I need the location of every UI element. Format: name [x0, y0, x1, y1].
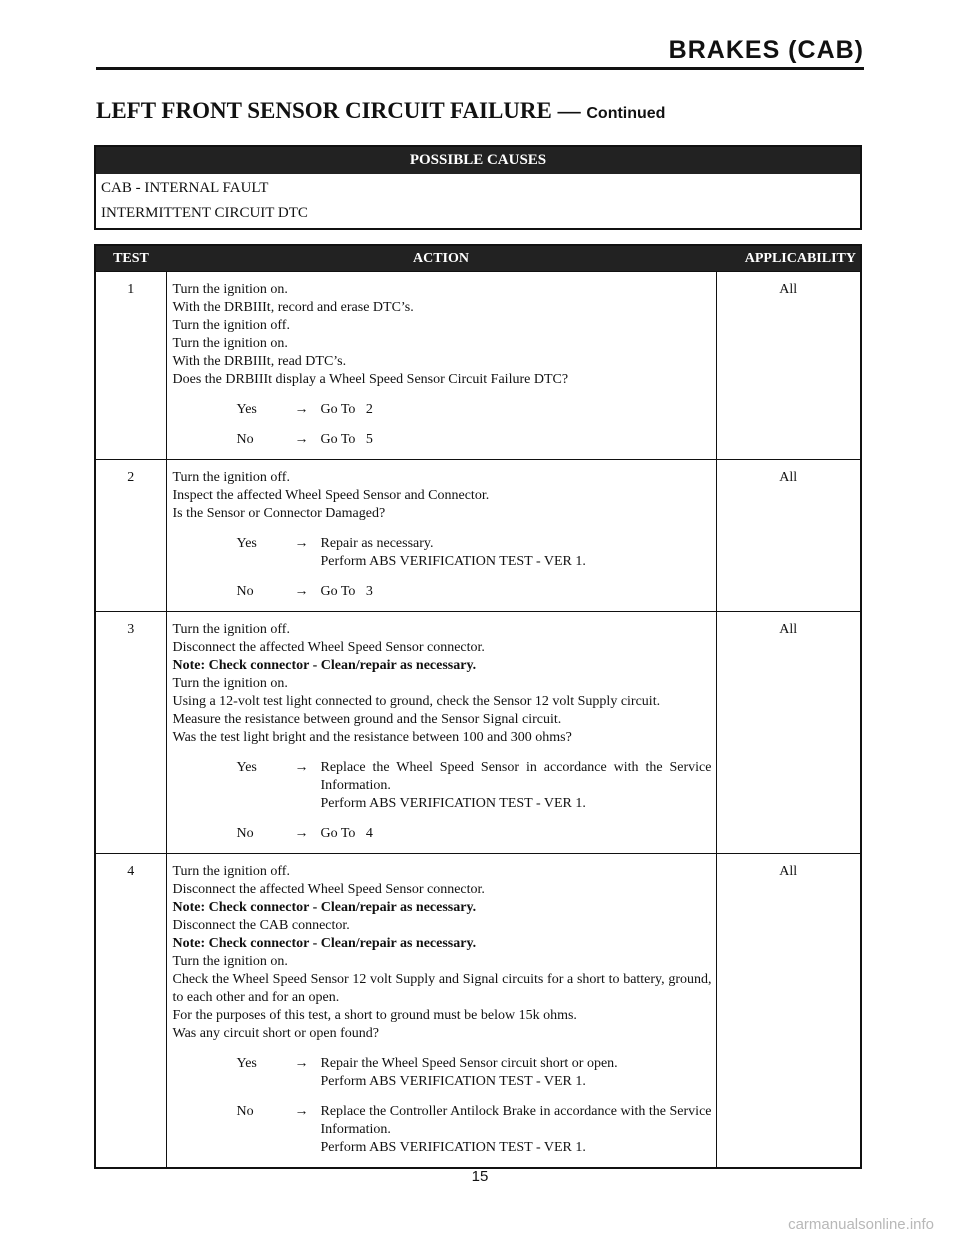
- section-title: BRAKES (CAB): [668, 36, 864, 64]
- table-row: [95, 854, 861, 1169]
- action-step: Measure the resistance between ground and the Sensor Signal circuit.: [172, 712, 562, 727]
- answer-branch: [173, 759, 715, 813]
- test-action: [166, 272, 716, 460]
- answer-key: No: [236, 584, 254, 599]
- answer-text: [320, 759, 715, 813]
- answer-line: Replace the Wheel Speed Sensor in accordance with the Service Information.: [320, 760, 715, 793]
- answer-line: Perform ABS VERIFICATION TEST - VER 1.: [320, 796, 586, 811]
- answer-line: Perform ABS VERIFICATION TEST - VER 1.: [320, 1074, 586, 1089]
- answer-branch: [173, 1103, 715, 1157]
- header-action: ACTION: [166, 245, 716, 272]
- test-applicability: All: [716, 854, 861, 1169]
- answer-text: [321, 431, 712, 449]
- possible-cause-item: CAB - INTERNAL FAULT: [101, 180, 269, 196]
- test-table-header: [95, 245, 861, 272]
- answer-line: Repair as necessary.: [320, 536, 434, 551]
- action-step: Turn the ignition off.: [172, 622, 290, 637]
- answer-branch: [173, 535, 712, 571]
- answer-line: Replace the Controller Antilock Brake in accordance with the Service Information.: [320, 1104, 715, 1137]
- table-row: [95, 460, 861, 612]
- page-title-text: LEFT FRONT SENSOR CIRCUIT FAILURE —: [96, 98, 581, 123]
- right-arrow-icon: →: [294, 826, 309, 841]
- answer-branch: [173, 825, 712, 843]
- answer-line: Go To 5: [320, 432, 373, 447]
- action-step: Turn the ignition on.: [172, 954, 288, 969]
- page-number: 15: [471, 1168, 489, 1185]
- answer-key: Yes: [236, 402, 257, 417]
- test-number: 3: [95, 612, 166, 854]
- action-step: Disconnect the CAB connector.: [172, 918, 350, 933]
- watermark: carmanualsonline.info: [788, 1216, 934, 1233]
- action-step: Disconnect the affected Wheel Speed Sensor connector.: [172, 640, 485, 655]
- answer-key: No: [236, 432, 254, 447]
- action-step: Turn the ignition off.: [172, 864, 290, 879]
- answer-line: Go To 2: [320, 402, 373, 417]
- answer-key: No: [236, 1104, 254, 1119]
- action-step: Check the Wheel Speed Sensor 12 volt Supply and Signal circuits for a short to battery, ground, to each other and for an open.: [172, 972, 712, 1005]
- action-step: With the DRBIIIt, read DTC’s.: [172, 354, 347, 369]
- right-arrow-icon: →: [294, 760, 309, 775]
- test-applicability: All: [716, 612, 861, 854]
- action-note: Note: Check connector - Clean/repair as necessary.: [172, 658, 477, 673]
- action-step: Using a 12-volt test light connected to ground, check the Sensor 12 volt Supply circuit.: [172, 694, 661, 709]
- page-title: [96, 98, 665, 124]
- right-arrow-icon: →: [294, 1104, 309, 1119]
- test-applicability: All: [716, 460, 861, 612]
- answer-line: Go To 4: [320, 826, 373, 841]
- answer-branch: [173, 583, 712, 601]
- action-step: Disconnect the affected Wheel Speed Sensor connector.: [172, 882, 485, 897]
- action-note: Note: Check connector - Clean/repair as necessary.: [172, 900, 477, 915]
- action-step: Turn the ignition on.: [172, 336, 288, 351]
- action-step: Does the DRBIIIt display a Wheel Speed Sensor Circuit Failure DTC?: [172, 372, 569, 387]
- test-number: 4: [95, 854, 166, 1169]
- test-number: 2: [95, 460, 166, 612]
- answer-text: [321, 1055, 712, 1091]
- table-row: [95, 612, 861, 854]
- answer-text: [321, 825, 712, 843]
- action-step: Turn the ignition on.: [172, 282, 288, 297]
- right-arrow-icon: →: [294, 1056, 309, 1071]
- right-arrow-icon: →: [294, 432, 309, 447]
- test-action: [166, 854, 716, 1169]
- test-action: [166, 460, 716, 612]
- action-step: Inspect the affected Wheel Speed Sensor and Connector.: [172, 488, 490, 503]
- possible-causes-box: [94, 145, 862, 230]
- action-step: With the DRBIIIt, record and erase DTC’s.: [172, 300, 414, 315]
- action-step: Was any circuit short or open found?: [172, 1026, 379, 1041]
- answer-key: Yes: [236, 536, 257, 551]
- action-step: Turn the ignition off.: [172, 318, 290, 333]
- answer-branch: [173, 1055, 712, 1091]
- answer-text: [320, 1103, 715, 1157]
- action-note: Note: Check connector - Clean/repair as necessary.: [172, 936, 477, 951]
- answer-branch: [173, 401, 712, 419]
- answer-line: Perform ABS VERIFICATION TEST - VER 1.: [320, 554, 586, 569]
- right-arrow-icon: →: [294, 536, 309, 551]
- test-action: [166, 612, 716, 854]
- answer-line: Go To 3: [320, 584, 373, 599]
- answer-line: Perform ABS VERIFICATION TEST - VER 1.: [320, 1140, 586, 1155]
- answer-line: Repair the Wheel Speed Sensor circuit short or open.: [320, 1056, 618, 1071]
- possible-causes-list: [96, 174, 860, 228]
- possible-causes-heading: POSSIBLE CAUSES: [96, 147, 860, 174]
- top-rule: [96, 67, 864, 70]
- right-arrow-icon: →: [294, 584, 309, 599]
- header-applicability: APPLICABILITY: [716, 245, 861, 272]
- test-table: [94, 244, 862, 1169]
- action-step: Was the test light bright and the resistance between 100 and 300 ohms?: [172, 730, 572, 745]
- header-test: TEST: [95, 245, 166, 272]
- answer-text: [321, 535, 712, 571]
- answer-text: [321, 401, 712, 419]
- action-step: Turn the ignition on.: [172, 676, 288, 691]
- possible-cause-item: INTERMITTENT CIRCUIT DTC: [101, 205, 308, 221]
- answer-key: Yes: [236, 1056, 257, 1071]
- action-step: Is the Sensor or Connector Damaged?: [172, 506, 386, 521]
- answer-key: Yes: [236, 760, 257, 775]
- continued-label: Continued: [586, 105, 666, 122]
- answer-branch: [173, 431, 712, 449]
- table-row: [95, 272, 861, 460]
- answer-key: No: [236, 826, 254, 841]
- action-step: For the purposes of this test, a short to ground must be below 15k ohms.: [172, 1008, 577, 1023]
- test-number: 1: [95, 272, 166, 460]
- right-arrow-icon: →: [294, 402, 309, 417]
- action-step: Turn the ignition off.: [172, 470, 290, 485]
- answer-text: [321, 583, 712, 601]
- test-applicability: All: [716, 272, 861, 460]
